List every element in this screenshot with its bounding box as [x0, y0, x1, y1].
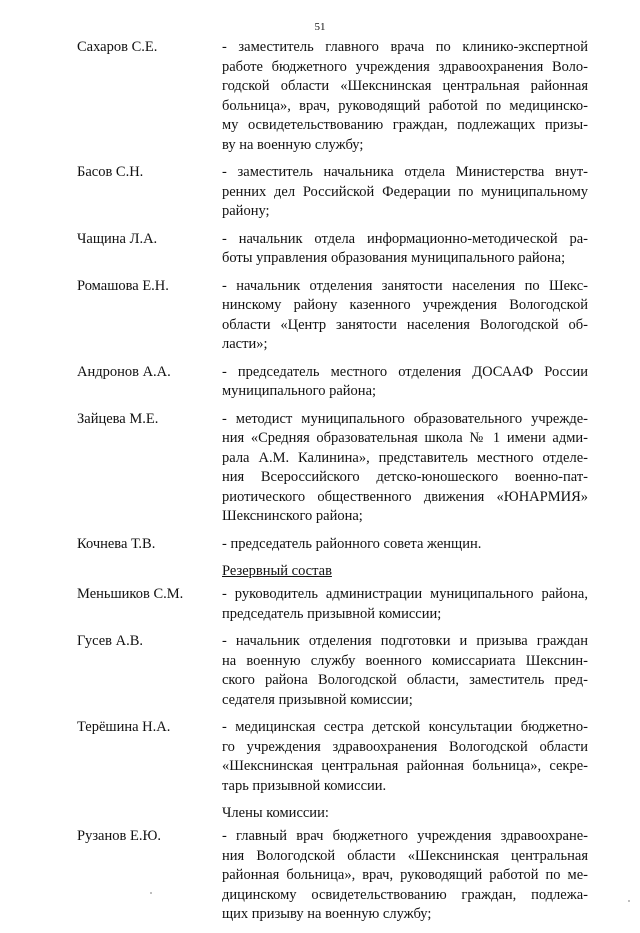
member-name: Кочнева Т.В.: [77, 535, 156, 552]
position-line: тарь призывной комиссии.: [222, 777, 387, 794]
position-line: ского района Вологодской области, заместитель пред-: [222, 672, 588, 688]
position-line: щих призыву на военную службу;: [222, 906, 432, 922]
position-line: муниципального района;: [222, 383, 377, 399]
position-line: председатель призывной комиссии;: [222, 605, 442, 622]
reserve-heading: Резервный состав: [222, 563, 332, 579]
position-line: области «Центр занятости населения Вологодской об-: [222, 316, 588, 333]
member-name: Ромашова Е.Н.: [77, 277, 169, 294]
position-line: ласти»;: [222, 336, 268, 352]
scan-speck: [150, 892, 152, 894]
member-position: [222, 163, 588, 222]
scan-speck: [628, 900, 630, 902]
member-entry: [0, 277, 640, 355]
member-name: Сахаров С.Е.: [77, 39, 158, 55]
position-line: - начальник отделения подготовки и призыва граждан: [222, 633, 588, 649]
position-line: больница», врач, руководящий работой по медицинско-: [222, 97, 588, 114]
position-line: - председатель районного совета женщин.: [222, 535, 482, 552]
member-name: Терёшина Н.А.: [77, 719, 171, 735]
position-line: - заместитель главного врача по клинико-экспертной: [222, 39, 588, 55]
member-entry: [0, 410, 640, 527]
member-entry: [0, 163, 640, 222]
member-position: [222, 632, 588, 710]
position-line: - руководитель администрации муниципального района,: [222, 586, 588, 602]
member-entry: [0, 718, 640, 796]
member-name: Гусев А.В.: [77, 633, 143, 649]
position-line: го учреждения здравоохранения Вологодской области: [222, 738, 588, 755]
commission-members-list: [0, 827, 640, 933]
member-name: Зайцева М.Е.: [77, 410, 159, 427]
position-line: «Шекснинская центральная районная больница», секре-: [222, 758, 588, 774]
member-position: [222, 585, 588, 624]
member-entry: [0, 535, 640, 555]
member-position: [222, 827, 588, 925]
member-entry: [0, 585, 640, 624]
position-line: дицинскому освидетельствованию граждан, подлежа-: [222, 886, 588, 903]
member-position: [222, 363, 588, 402]
main-members-list: [0, 38, 640, 562]
member-entry: [0, 363, 640, 402]
position-line: Шекснинского района;: [222, 508, 363, 524]
position-line: району;: [222, 203, 270, 219]
member-position: [222, 230, 588, 269]
member-name: Меньшиков С.М.: [77, 586, 184, 602]
member-name: Рузанов Е.Ю.: [77, 828, 161, 844]
position-line: - начальник отдела информационно-методической ра-: [222, 230, 588, 247]
members-heading: Члены комиссии:: [222, 805, 329, 821]
position-line: на военную службу военного комиссариата Шекснин-: [222, 652, 588, 669]
position-line: ренних дел Российской Федерации по муниципальному: [222, 183, 588, 200]
member-position: [222, 38, 588, 155]
position-line: - главный врач бюджетного учреждения здравоохране-: [222, 828, 588, 844]
position-line: му освидетельствованию граждан, подлежащих призы-: [222, 117, 588, 133]
position-line: ния «Средняя образовательная школа № 1 имени адми-: [222, 430, 588, 446]
commission-list: [0, 38, 640, 933]
reserve-members-list: [0, 585, 640, 804]
page-number: 51: [314, 21, 326, 33]
position-line: - методист муниципального образовательного учрежде-: [222, 410, 588, 427]
position-line: седателя призывной комиссии;: [222, 691, 413, 708]
member-position: [222, 718, 588, 796]
position-line: нинскому району казенного учреждения Вологодской: [222, 297, 588, 313]
position-line: ния Всероссийского детско-юношеского военно-пат-: [222, 469, 588, 485]
position-line: районная больница», врач, руководящий работой по ме-: [222, 867, 588, 883]
position-line: ния Вологодской области «Шекснинская центральная: [222, 847, 588, 864]
position-line: - председатель местного отделения ДОСААФ России: [222, 363, 588, 380]
member-name: Андронов А.А.: [77, 363, 171, 380]
member-name: Басов С.Н.: [77, 164, 144, 180]
member-entry: [0, 827, 640, 925]
position-line: боты управления образования муниципального района;: [222, 250, 566, 266]
member-name: Чащина Л.А.: [77, 230, 158, 247]
member-entry: [0, 230, 640, 269]
position-line: - медицинская сестра детской консультации бюджетно-: [222, 719, 588, 735]
member-position: [222, 410, 588, 527]
position-line: риотического общественного движения «ЮНАРМИЯ»: [222, 488, 588, 505]
position-line: рала А.М. Калинина», представитель местного отделе-: [222, 449, 588, 466]
position-line: - заместитель начальника отдела Министерства внут-: [222, 164, 588, 180]
position-line: - начальник отделения занятости населения по Шекс-: [222, 277, 588, 294]
member-position: [222, 277, 588, 355]
position-line: работе бюджетного учреждения здравоохранения Воло-: [222, 58, 588, 75]
position-line: годской области «Шекснинская центральная районная: [222, 78, 588, 94]
member-entry: [0, 38, 640, 155]
member-entry: [0, 632, 640, 710]
position-line: ву на военную службу;: [222, 136, 364, 153]
member-position: [222, 535, 588, 555]
